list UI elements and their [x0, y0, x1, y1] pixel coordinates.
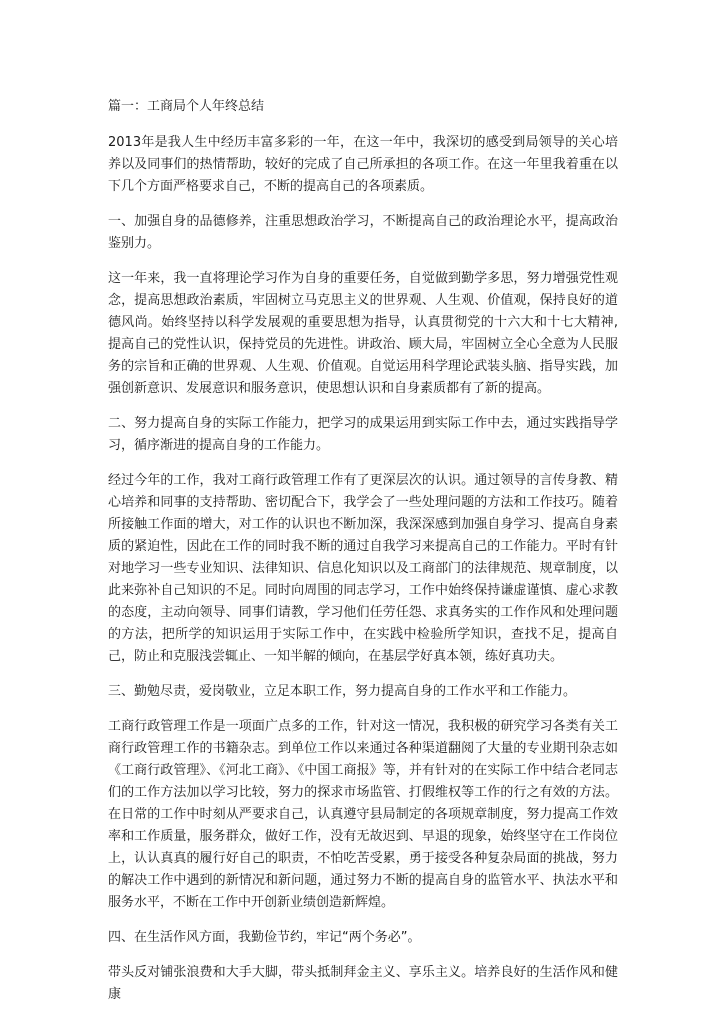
paragraph-intro: 2013年是我人生中经历丰富多彩的一年，在这一年中，我深切的感受到局领导的关心培养以及同事们的热情帮助，较好的完成了自己所承担的各项工作。在这一年里我着重在以下几个方面严格要求自己，不断的提高自己的各项素质。 [108, 135, 618, 194]
document-title: 篇一：工商局个人年终总结 [108, 99, 265, 114]
paragraph-section-1: 这一年来，我一直将理论学习作为自身的重要任务，自觉做到勤学多思，努力增强党性观念，提高思想政治素质，牢固树立马克思主义的世界观、人生观、价值观，保持良好的道德风尚。始终坚持以科学发展观的重要思想为指导，认真贯彻党的十六大和十七大精神,提高自己的党性认识，保持党员的先进性。讲政治、顾大局，牢固树立全心全意为人民服务的宗旨和正确的世界观、人生观、价值观。自觉运用科学理论武装头脑、指导实践，加强创新意识、发展意识和服务意识，使思想认识和自身素质都有了新的提高。 [108, 271, 618, 396]
paragraph-section-2: 经过今年的工作，我对工商行政管理工作有了更深层次的认识。通过领导的言传身教、精心培养和同事的支持帮助、密切配合下，我学会了一些处理问题的方法和工作技巧。随着所接触工作面的增大，对工作的认识也不断加深，我深深感到加强自身学习、提高自身素质的紧迫性，因此在工作的同时我不断的通过自我学习来提高自己的工作能力。平时有针对地学习一些专业知识、法律知识、信息化知识以及工商部门的法律规范、规章制度，以此来弥补自己知识的不足。同时向周围的同志学习，工作中始终保持谦虚谨慎、虚心求教的态度，主动向领导、同事们请教，学习他们任劳任怨、求真务实的工作作风和处理问题的方法，把所学的知识运用于实际工作中，在实践中检验所学知识，查找不足，提高自己，防止和克服浅尝辄止、一知半解的倾向，在基层学好真本领，练好真功夫。 [108, 473, 618, 664]
section-heading-3: 三、勤勉尽责，爱岗敬业，立足本职工作，努力提高自身的工作水平和工作能力。 [108, 684, 577, 699]
section-heading-2: 二、努力提高自身的实际工作能力，把学习的成果运用到实际工作中去，通过实践指导学习，循序渐进的提高自身的工作能力。 [108, 416, 618, 453]
section-heading-4: 四、在生活作风方面，我勤俭节约，牢记“两个务必”。 [108, 930, 421, 945]
document-page [108, 96, 618, 1019]
section-heading-1: 一、加强自身的品德修养，注重思想政治学习，不断提高自己的政治理论水平，提高政治鉴别力。 [108, 214, 618, 251]
paragraph-section-3: 工商行政管理工作是一项面广点多的工作，针对这一情况，我积极的研究学习各类有关工商行政管理工作的书籍杂志。到单位工作以来通过各种渠道翻阅了大量的专业期刊杂志如《工商行政管理》、《河北工商》、《中国工商报》等，并有针对的在实际工作中结合老同志们的工作方法加以学习比较，努力的探求市场监管、打假维权等工作的行之有效的方法。在日常的工作中时刻从严要求自己，认真遵守县局制定的各项规章制度，努力提高工作效率和工作质量，服务群众，做好工作，没有无故迟到、早退的现象，始终坚守在工作岗位上，认认真真的履行好自己的职责，不怕吃苦受累，勇于接受各种复杂局面的挑战，努力的解决工作中遇到的新情况和新问题，通过努力不断的提高自身的监管水平、执法水平和服务水平，不断在工作中开创新业绩创造新辉煌。 [108, 719, 618, 910]
paragraph-section-4: 带头反对铺张浪费和大手大脚，带头抵制拜金主义、享乐主义。培养良好的生活作风和健康 [108, 965, 618, 1002]
